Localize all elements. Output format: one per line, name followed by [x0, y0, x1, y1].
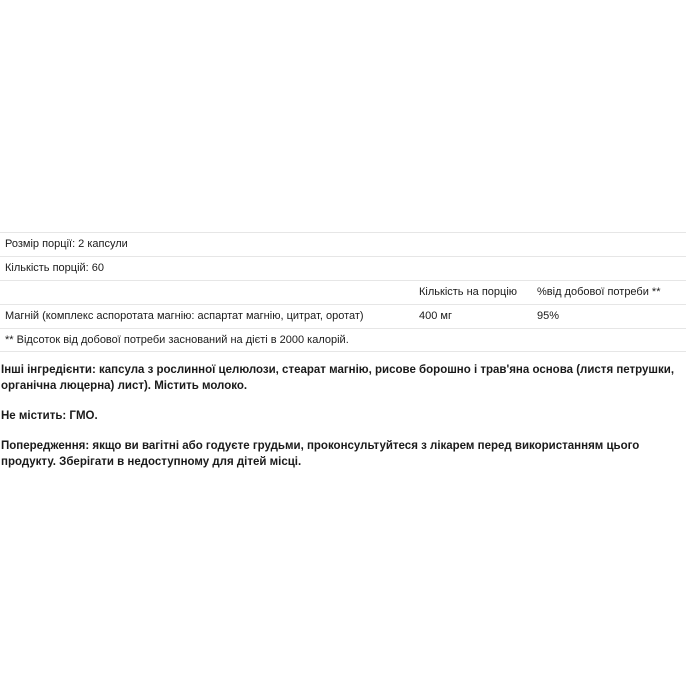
servings-per-container: Кількість порцій: 60	[5, 262, 105, 274]
daily-value-header: %від добової потреби **	[537, 286, 661, 298]
warning: Попередження: якщо ви вагітні або годуєте грудьми, проконсультуйтеся з лікарем перед використанням цього продукту. Зберігати в недоступному для дітей місці.	[1, 440, 640, 468]
free-of: Не містить: ГМО.	[1, 410, 98, 422]
table-row	[0, 304, 686, 328]
footnote-row	[0, 328, 686, 352]
nutrient-name: Магній (комплекс аспоротата магнію: аспартат магнію, цитрат, оротат)	[5, 310, 364, 322]
amount-header: Кількість на порцію	[419, 286, 518, 298]
nutrient-amount: 400 мг	[419, 310, 452, 322]
footnote: ** Відсоток від добової потреби заснований на дієті в 2000 калорій.	[5, 334, 349, 346]
nutrient-daily-value: 95%	[537, 310, 560, 322]
serving-size: Розмір порції: 2 капсули	[5, 238, 128, 250]
serving-size-row	[0, 232, 686, 256]
servings-per-container-row	[0, 256, 686, 280]
product-notes	[1, 362, 685, 484]
table-header-row	[0, 280, 686, 304]
other-ingredients: Інші інгредієнти: капсула з рослинної целюлози, стеарат магнію, рисове борошно і трав'яна основа (листя петрушки, органічна люцерна) лист). Містить молоко.	[1, 364, 675, 392]
supplement-facts-table	[0, 232, 686, 352]
